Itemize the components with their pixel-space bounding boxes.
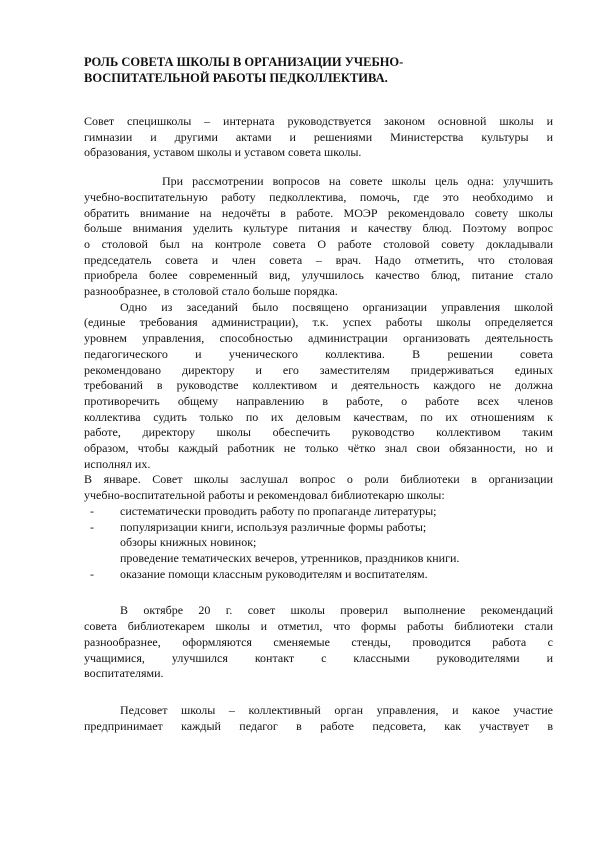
paragraph-management (84, 300, 553, 473)
text-line: При рассмотрении вопросов на совете школы цель одна: улучшить (162, 174, 553, 189)
list-item-text: популяризации книги, используя различные формы работы; (120, 519, 427, 534)
list-dash: - (90, 519, 94, 534)
text-line: учащимися, улучшился контакт с классными руководителями и (84, 650, 553, 665)
text-line: противоречить общему направлению в работе, о работе всех членов (84, 393, 553, 408)
text-line: разнообразнее, оформляются сменяемые стенды, проводится работа с (84, 634, 553, 649)
text-line: председатель совета и член совета – врач. Надо отметить, что столовая (84, 252, 553, 267)
paragraph-pedagogical-council (84, 703, 553, 734)
text-line: образования, уставом школы и уставом совета школы. (84, 145, 362, 160)
text-line: уровнем управления, способностью администрации организовать деятельность (84, 331, 553, 346)
list-item-text: обзоры книжных новинок; (120, 535, 257, 550)
text-line: рекомендовано директору и его заместителям придерживаться единых (84, 362, 553, 377)
recommendation-list (84, 504, 553, 583)
text-line: воспитателями. (84, 666, 164, 681)
text-line: совета библиотекарем школы и отметил, что формы работы библиотеки стали (84, 619, 553, 634)
paragraph-october-check (84, 603, 553, 682)
list-item (84, 551, 553, 567)
text-line: гимназии и другими актами и решениями Министерства культуры и (84, 129, 553, 144)
text-line: требований в руководстве коллективом и деятельность каждого не должна (84, 378, 553, 393)
text-line: образом, чтобы каждый работник не только чётко знал свои обязанности, но и (84, 441, 553, 456)
text-line: Одно из заседаний было посвящено организации управления школой (120, 299, 553, 314)
list-item-text: оказание помощи классным руководителям и воспитателям. (120, 566, 428, 581)
text-line: Педсовет школы – коллективный орган управления, и какое участие (120, 702, 553, 717)
text-line: обратить внимание на недочёты в работе. МОЭР рекомендовало совету школы (84, 205, 553, 220)
list-item (84, 520, 553, 536)
text-line: разнообразнее, в столовой стало больше порядка. (84, 284, 338, 299)
list-item-text: проведение тематических вечеров, утренников, праздников книги. (120, 550, 460, 565)
list-dash: - (90, 566, 94, 581)
text-line: педагогического и ученического коллектива. В решении совета (84, 346, 553, 361)
text-line: учебно-воспитательной работы и рекомендовал библиотекарю школы: (84, 488, 445, 503)
title-line: ВОСПИТАТЕЛЬНОЙ РАБОТЫ ПЕДКОЛЛЕКТИВА. (84, 71, 388, 85)
list-item (84, 504, 553, 520)
text-line: работе, директору школы обеспечить руководство коллективом таким (84, 425, 553, 440)
text-line: больше внимания уделить культуре питания и качеству блюд. Поэтому вопрос (84, 221, 553, 236)
text-line: приобрела более современный вид, улучшилось качество блюд, питание стало (84, 268, 553, 283)
list-item (84, 535, 553, 551)
list-item-text: систематически проводить работу по пропаганде литературы; (120, 503, 437, 518)
text-line: о столовой был на контроле совета О работе столовой совету докладывали (84, 236, 553, 251)
title-line: РОЛЬ СОВЕТА ШКОЛЫ В ОРГАНИЗАЦИИ УЧЕБНО- (84, 55, 404, 69)
text-line: коллектива судить только по их деловым качествам, по их отношениям к (84, 409, 553, 424)
list-item (84, 567, 553, 583)
list-dash: - (90, 503, 94, 518)
text-line: исполнял их. (84, 456, 151, 471)
text-line: В январе. Совет школы заслушал вопрос о роли библиотеки в организации (84, 472, 553, 487)
paragraph-library (84, 472, 553, 503)
paragraph-council-basis (84, 114, 553, 161)
text-line: учебно-воспитательную работу педколлектива, помочь, где это необходимо и (84, 189, 553, 204)
text-line: (единые требования администрации), т.к. успех работы школы определяется (84, 315, 553, 330)
text-line: В октябре 20 г. совет школы проверил выполнение рекомендаций (120, 603, 553, 618)
text-line: предпринимает каждый педагог в работе педсовета, как участвует в (84, 718, 553, 733)
text-line: Совет специшколы – интерната руководствуется законом основной школы и (84, 114, 553, 128)
paragraph-canteen (84, 174, 553, 300)
document-title (84, 54, 553, 86)
